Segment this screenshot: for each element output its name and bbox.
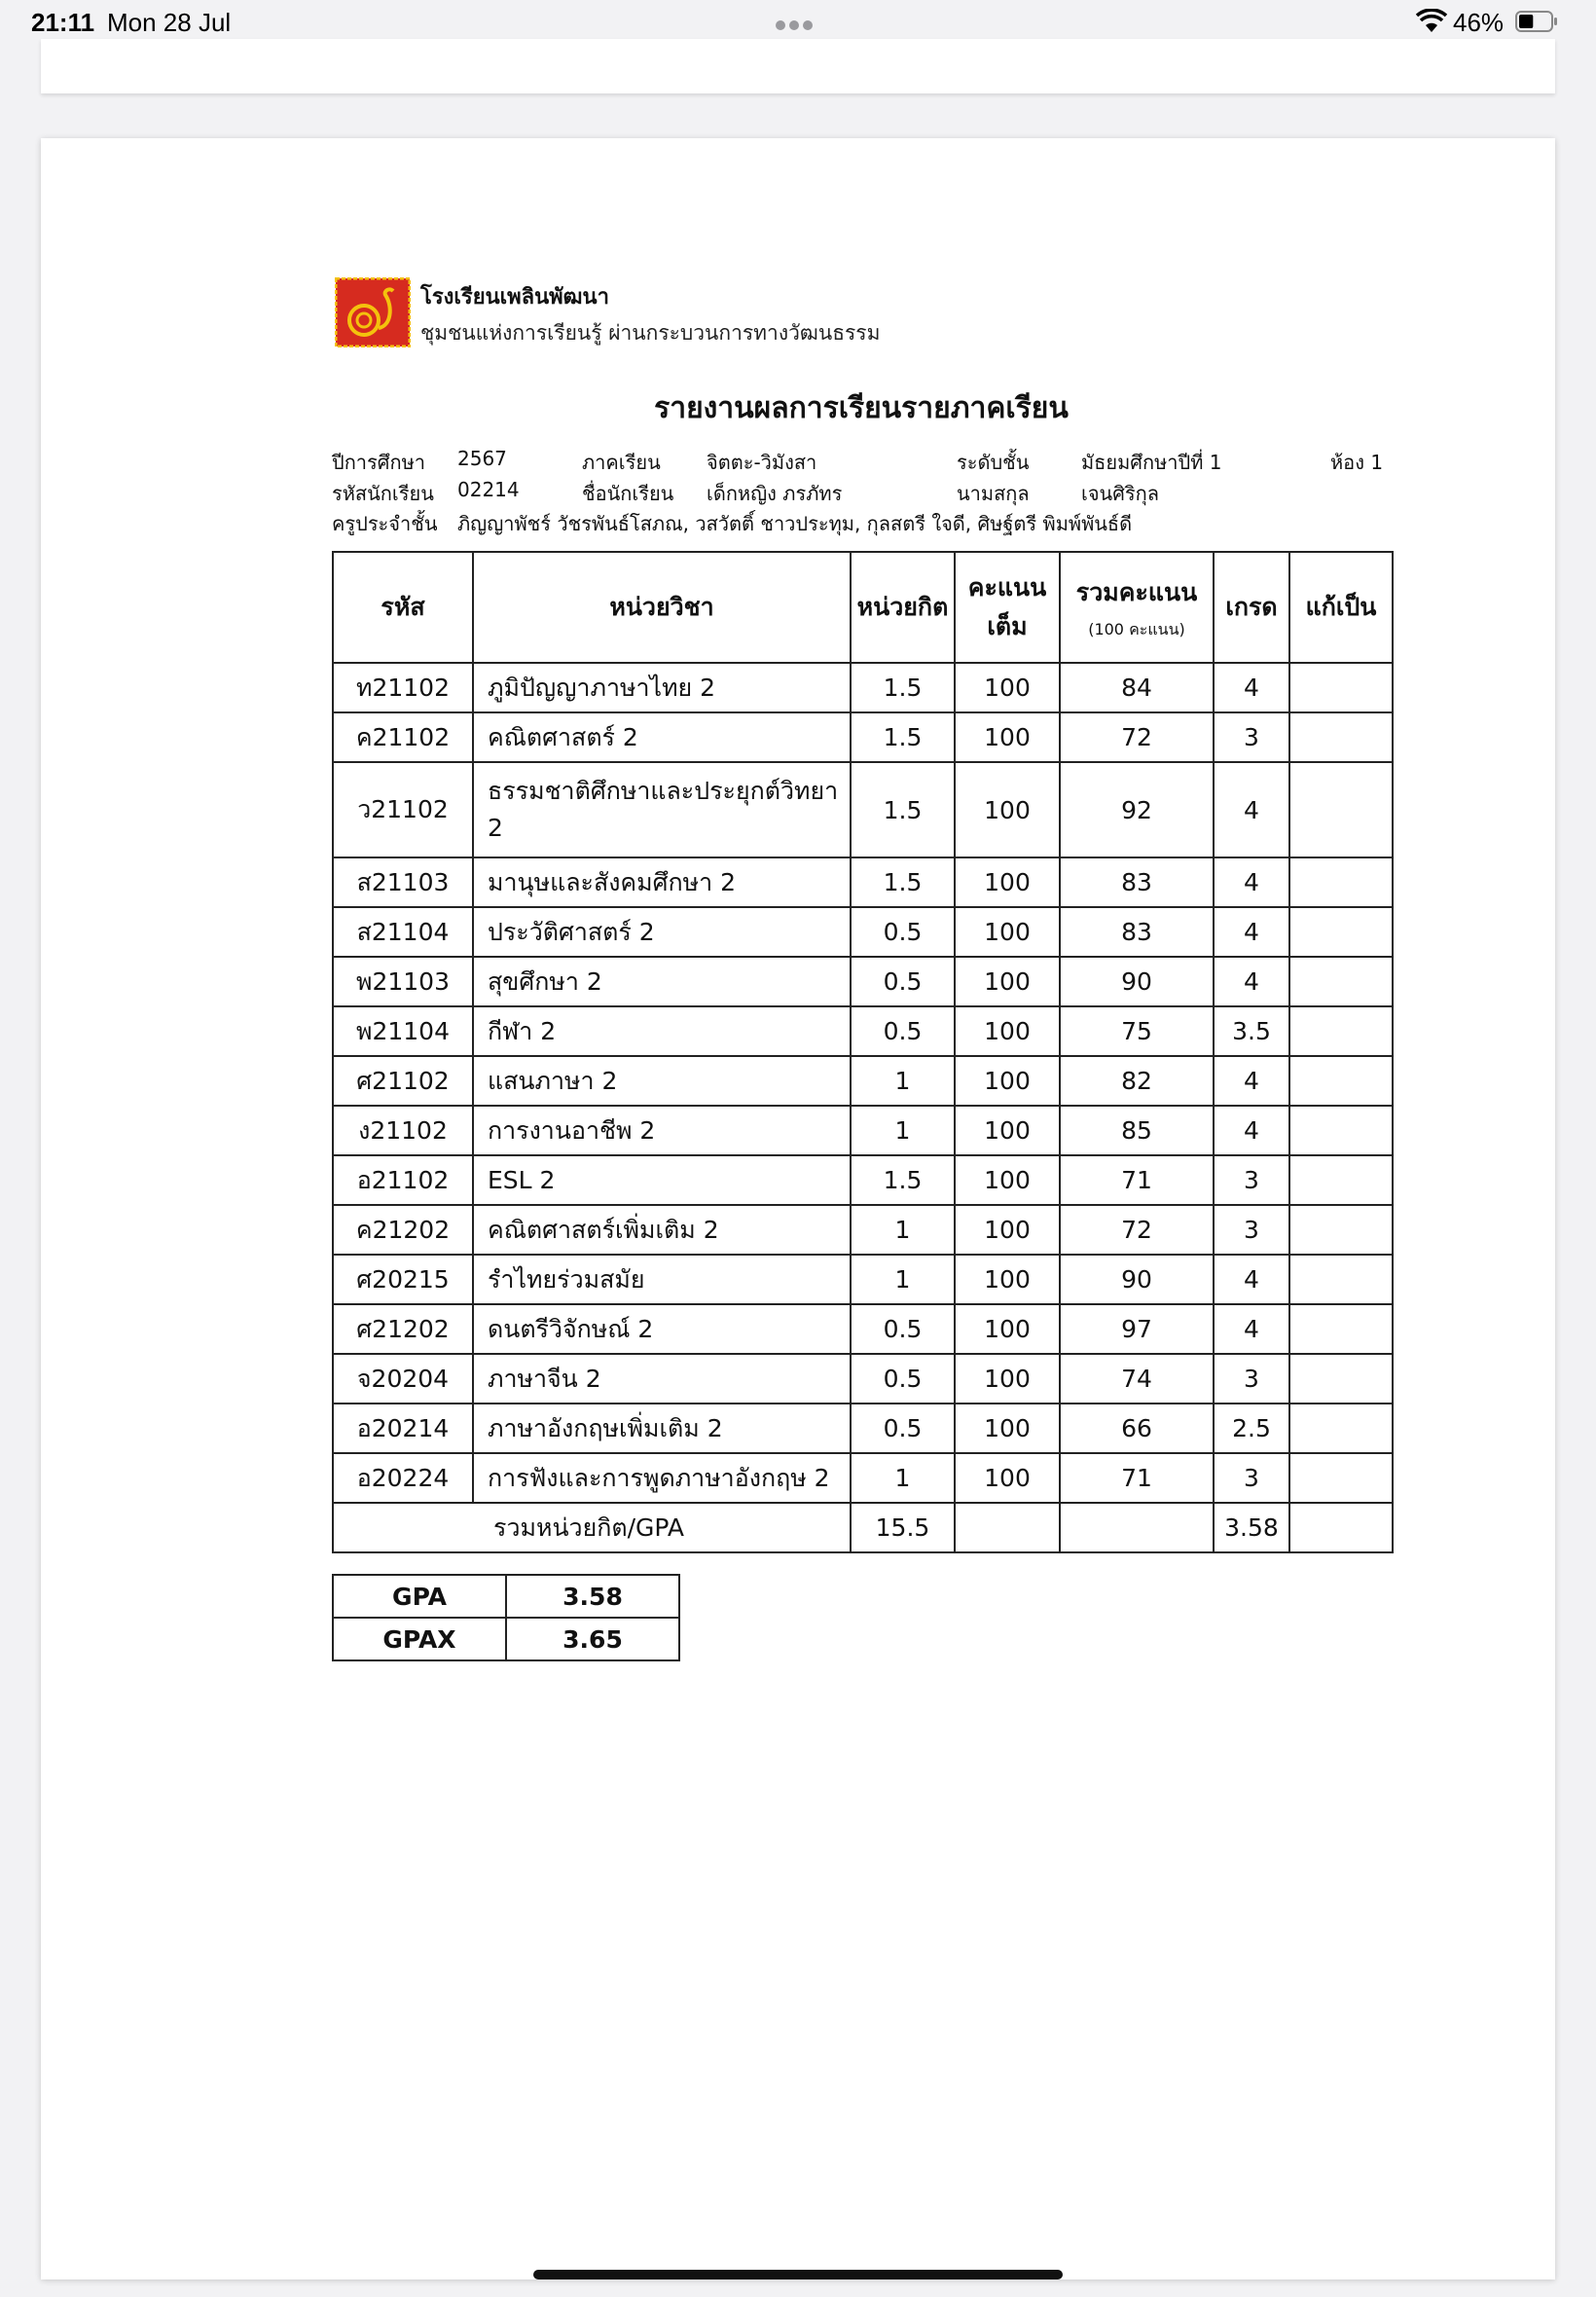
cell-credit: 1.5 (851, 1155, 955, 1205)
cell-grade: 4 (1214, 663, 1289, 712)
cell-grade: 4 (1214, 1106, 1289, 1155)
summary-credits: 15.5 (851, 1503, 955, 1552)
cell-subject: คณิตศาสตร์ 2 (473, 712, 851, 762)
cell-full: 100 (955, 1155, 1060, 1205)
cell-grade: 3 (1214, 1205, 1289, 1255)
cell-full: 100 (955, 907, 1060, 957)
status-date: Mon 28 Jul (107, 8, 232, 37)
school-name: โรงเรียนเพลินพัฒนา (420, 285, 609, 310)
cell-subject: ภาษาอังกฤษเพิ่มเติม 2 (473, 1404, 851, 1453)
gpa-label: GPA (333, 1575, 506, 1618)
cell-subject: ภูมิปัญญาภาษาไทย 2 (473, 663, 851, 712)
cell-score: 82 (1060, 1056, 1214, 1106)
cell-code: อ20224 (333, 1453, 473, 1503)
gpax-row (333, 1618, 679, 1660)
year-value: 2567 (457, 447, 507, 470)
summary-label: รวมหน่วยกิต/GPA (333, 1503, 851, 1552)
header-revised: แก้เป็น (1289, 552, 1393, 663)
cell-score: 83 (1060, 857, 1214, 907)
school-motto: ชุมชนแห่งการเรียนรู้ ผ่านกระบวนการทางวัฒนธรรม (420, 321, 881, 345)
table-row (333, 1354, 1393, 1404)
teacher-value: ภิญญาพัชร์ วัชรพันธ์โสภณ, วสวัตติ์ ชาวประทุม, กุลสตรี ใจดี, ศิษฐ์ตรี พิมพ์พันธ์ดี (457, 512, 1133, 535)
cell-grade: 2.5 (1214, 1404, 1289, 1453)
cell-revised (1289, 857, 1393, 907)
cell-subject: แสนภาษา 2 (473, 1056, 851, 1106)
cell-grade: 3.5 (1214, 1006, 1289, 1056)
cell-grade: 4 (1214, 907, 1289, 957)
cell-revised (1289, 1155, 1393, 1205)
report-title: รายงานผลการเรียนรายภาคเรียน (654, 391, 1069, 425)
teacher-label: ครูประจำชั้น (332, 512, 438, 535)
header-full-score-line2: เต็ม (987, 612, 1028, 640)
cell-credit: 0.5 (851, 907, 955, 957)
cell-full: 100 (955, 1006, 1060, 1056)
cell-code: ค21102 (333, 712, 473, 762)
cell-score: 72 (1060, 1205, 1214, 1255)
table-row (333, 1056, 1393, 1106)
cell-code: ท21102 (333, 663, 473, 712)
summary-empty-score (1060, 1503, 1214, 1552)
cell-subject: การงานอาชีพ 2 (473, 1106, 851, 1155)
table-row (333, 857, 1393, 907)
table-row (333, 1106, 1393, 1155)
cell-revised (1289, 1453, 1393, 1503)
cell-grade: 3 (1214, 712, 1289, 762)
battery-percent: 46% (1453, 8, 1505, 37)
surname-label: นามสกุล (957, 482, 1030, 505)
student-id-value: 02214 (457, 478, 520, 501)
cell-score: 71 (1060, 1453, 1214, 1503)
table-row (333, 1205, 1393, 1255)
table-row (333, 1304, 1393, 1354)
gpax-label: GPAX (333, 1618, 506, 1660)
cell-credit: 1.5 (851, 857, 955, 907)
status-time: 21:11 (31, 8, 95, 37)
cell-revised (1289, 957, 1393, 1006)
cell-revised (1289, 1255, 1393, 1304)
cell-score: 72 (1060, 712, 1214, 762)
cell-full: 100 (955, 857, 1060, 907)
header-code: รหัส (333, 552, 473, 663)
table-row (333, 1155, 1393, 1205)
header-grade: เกรด (1214, 552, 1289, 663)
cell-score: 75 (1060, 1006, 1214, 1056)
cell-credit: 0.5 (851, 1006, 955, 1056)
cell-subject: มานุษและสังคมศึกษา 2 (473, 857, 851, 907)
surname-value: เจนศิริกุล (1081, 482, 1160, 505)
room-label: ห้อง 1 (1330, 451, 1384, 474)
gpax-value: 3.65 (506, 1618, 679, 1660)
previous-page-edge (41, 39, 1555, 93)
summary-gpa: 3.58 (1214, 1503, 1289, 1552)
cell-subject: ดนตรีวิจักษณ์ 2 (473, 1304, 851, 1354)
cell-code: ง21102 (333, 1106, 473, 1155)
cell-grade: 3 (1214, 1354, 1289, 1404)
cell-score: 85 (1060, 1106, 1214, 1155)
header-total-score-label: รวมคะแนน (1075, 577, 1198, 606)
year-label: ปีการศึกษา (332, 451, 425, 474)
cell-full: 100 (955, 1304, 1060, 1354)
cell-credit: 1.5 (851, 663, 955, 712)
header-full-score-line1: คะแนน (967, 573, 1047, 602)
cell-full: 100 (955, 1056, 1060, 1106)
table-row (333, 957, 1393, 1006)
cell-full: 100 (955, 712, 1060, 762)
cell-grade: 4 (1214, 1255, 1289, 1304)
cell-score: 83 (1060, 907, 1214, 957)
cell-score: 84 (1060, 663, 1214, 712)
cell-grade: 4 (1214, 1056, 1289, 1106)
cell-subject: สุขศึกษา 2 (473, 957, 851, 1006)
cell-grade: 4 (1214, 1304, 1289, 1354)
cell-score: 90 (1060, 1255, 1214, 1304)
cell-credit: 0.5 (851, 1404, 955, 1453)
cell-full: 100 (955, 1205, 1060, 1255)
cell-revised (1289, 1404, 1393, 1453)
header-subject: หน่วยวิชา (473, 552, 851, 663)
cell-revised (1289, 712, 1393, 762)
cell-subject: ESL 2 (473, 1155, 851, 1205)
semester-value: จิตตะ-วิมังสา (707, 451, 817, 474)
wifi-icon (1416, 9, 1447, 34)
cell-revised (1289, 1056, 1393, 1106)
cell-revised (1289, 907, 1393, 957)
cell-full: 100 (955, 1354, 1060, 1404)
table-row (333, 663, 1393, 712)
cell-code: จ20204 (333, 1354, 473, 1404)
cell-code: ศ20215 (333, 1255, 473, 1304)
cell-revised (1289, 663, 1393, 712)
cell-score: 97 (1060, 1304, 1214, 1354)
cell-revised (1289, 1304, 1393, 1354)
header-total-score-note: (100 คะแนน) (1088, 619, 1185, 638)
cell-subject: ประวัติศาสตร์ 2 (473, 907, 851, 957)
cell-code: ว21102 (333, 762, 473, 857)
level-label: ระดับชั้น (957, 451, 1030, 474)
semester-label: ภาคเรียน (582, 451, 661, 474)
cell-full: 100 (955, 663, 1060, 712)
cell-subject: ภาษาจีน 2 (473, 1354, 851, 1404)
cell-credit: 1.5 (851, 712, 955, 762)
grades-table (332, 551, 1394, 1553)
multitasking-dots-icon[interactable] (776, 18, 820, 29)
cell-code: ศ21202 (333, 1304, 473, 1354)
cell-subject: กีฬา 2 (473, 1006, 851, 1056)
cell-subject: คณิตศาสตร์เพิ่มเติม 2 (473, 1205, 851, 1255)
cell-credit: 0.5 (851, 957, 955, 1006)
cell-score: 74 (1060, 1354, 1214, 1404)
cell-code: พ21103 (333, 957, 473, 1006)
gpa-table (332, 1574, 680, 1661)
cell-revised (1289, 762, 1393, 857)
summary-empty-full (955, 1503, 1060, 1552)
gpa-value: 3.58 (506, 1575, 679, 1618)
cell-grade: 3 (1214, 1155, 1289, 1205)
cell-revised (1289, 1205, 1393, 1255)
cell-credit: 1 (851, 1106, 955, 1155)
cell-credit: 0.5 (851, 1354, 955, 1404)
cell-code: อ21102 (333, 1155, 473, 1205)
summary-empty-revised (1289, 1503, 1393, 1552)
cell-subject: ธรรมชาติศึกษาและประยุกต์วิทยา 2 (473, 762, 851, 857)
cell-credit: 1.5 (851, 762, 955, 857)
table-row (333, 762, 1393, 857)
name-label: ชื่อนักเรียน (582, 482, 674, 505)
level-value: มัธยมศึกษาปีที่ 1 (1081, 451, 1222, 474)
cell-full: 100 (955, 762, 1060, 857)
cell-credit: 1 (851, 1453, 955, 1503)
table-row (333, 907, 1393, 957)
cell-subject: การฟังและการพูดภาษาอังกฤษ 2 (473, 1453, 851, 1503)
cell-full: 100 (955, 1106, 1060, 1155)
header-full-score (955, 552, 1060, 663)
summary-row (333, 1503, 1393, 1552)
cell-code: ค21202 (333, 1205, 473, 1255)
gpa-row (333, 1575, 679, 1618)
student-id-label: รหัสนักเรียน (332, 482, 434, 505)
cell-score: 90 (1060, 957, 1214, 1006)
header-credit: หน่วยกิต (851, 552, 955, 663)
table-row (333, 1006, 1393, 1056)
table-row (333, 1453, 1393, 1503)
cell-code: พ21104 (333, 1006, 473, 1056)
cell-subject: รำไทยร่วมสมัย (473, 1255, 851, 1304)
table-header-row (333, 552, 1393, 663)
cell-full: 100 (955, 1453, 1060, 1503)
home-indicator[interactable] (533, 2270, 1063, 2279)
cell-credit: 1 (851, 1056, 955, 1106)
cell-revised (1289, 1354, 1393, 1404)
table-row (333, 712, 1393, 762)
cell-score: 71 (1060, 1155, 1214, 1205)
cell-code: ส21104 (333, 907, 473, 957)
cell-score: 92 (1060, 762, 1214, 857)
cell-credit: 1 (851, 1205, 955, 1255)
cell-revised (1289, 1106, 1393, 1155)
cell-credit: 0.5 (851, 1304, 955, 1354)
cell-code: ส21103 (333, 857, 473, 907)
school-logo (335, 277, 411, 347)
cell-code: อ20214 (333, 1404, 473, 1453)
header-total-score (1060, 552, 1214, 663)
cell-code: ศ21102 (333, 1056, 473, 1106)
cell-credit: 1 (851, 1255, 955, 1304)
table-row (333, 1404, 1393, 1453)
cell-grade: 4 (1214, 857, 1289, 907)
cell-revised (1289, 1006, 1393, 1056)
cell-score: 66 (1060, 1404, 1214, 1453)
table-row (333, 1255, 1393, 1304)
cell-full: 100 (955, 1404, 1060, 1453)
cell-grade: 3 (1214, 1453, 1289, 1503)
cell-grade: 4 (1214, 957, 1289, 1006)
cell-grade: 4 (1214, 762, 1289, 857)
cell-full: 100 (955, 1255, 1060, 1304)
battery-icon (1515, 11, 1558, 32)
name-value: เด็กหญิง ภรภัทร (707, 482, 843, 505)
cell-full: 100 (955, 957, 1060, 1006)
